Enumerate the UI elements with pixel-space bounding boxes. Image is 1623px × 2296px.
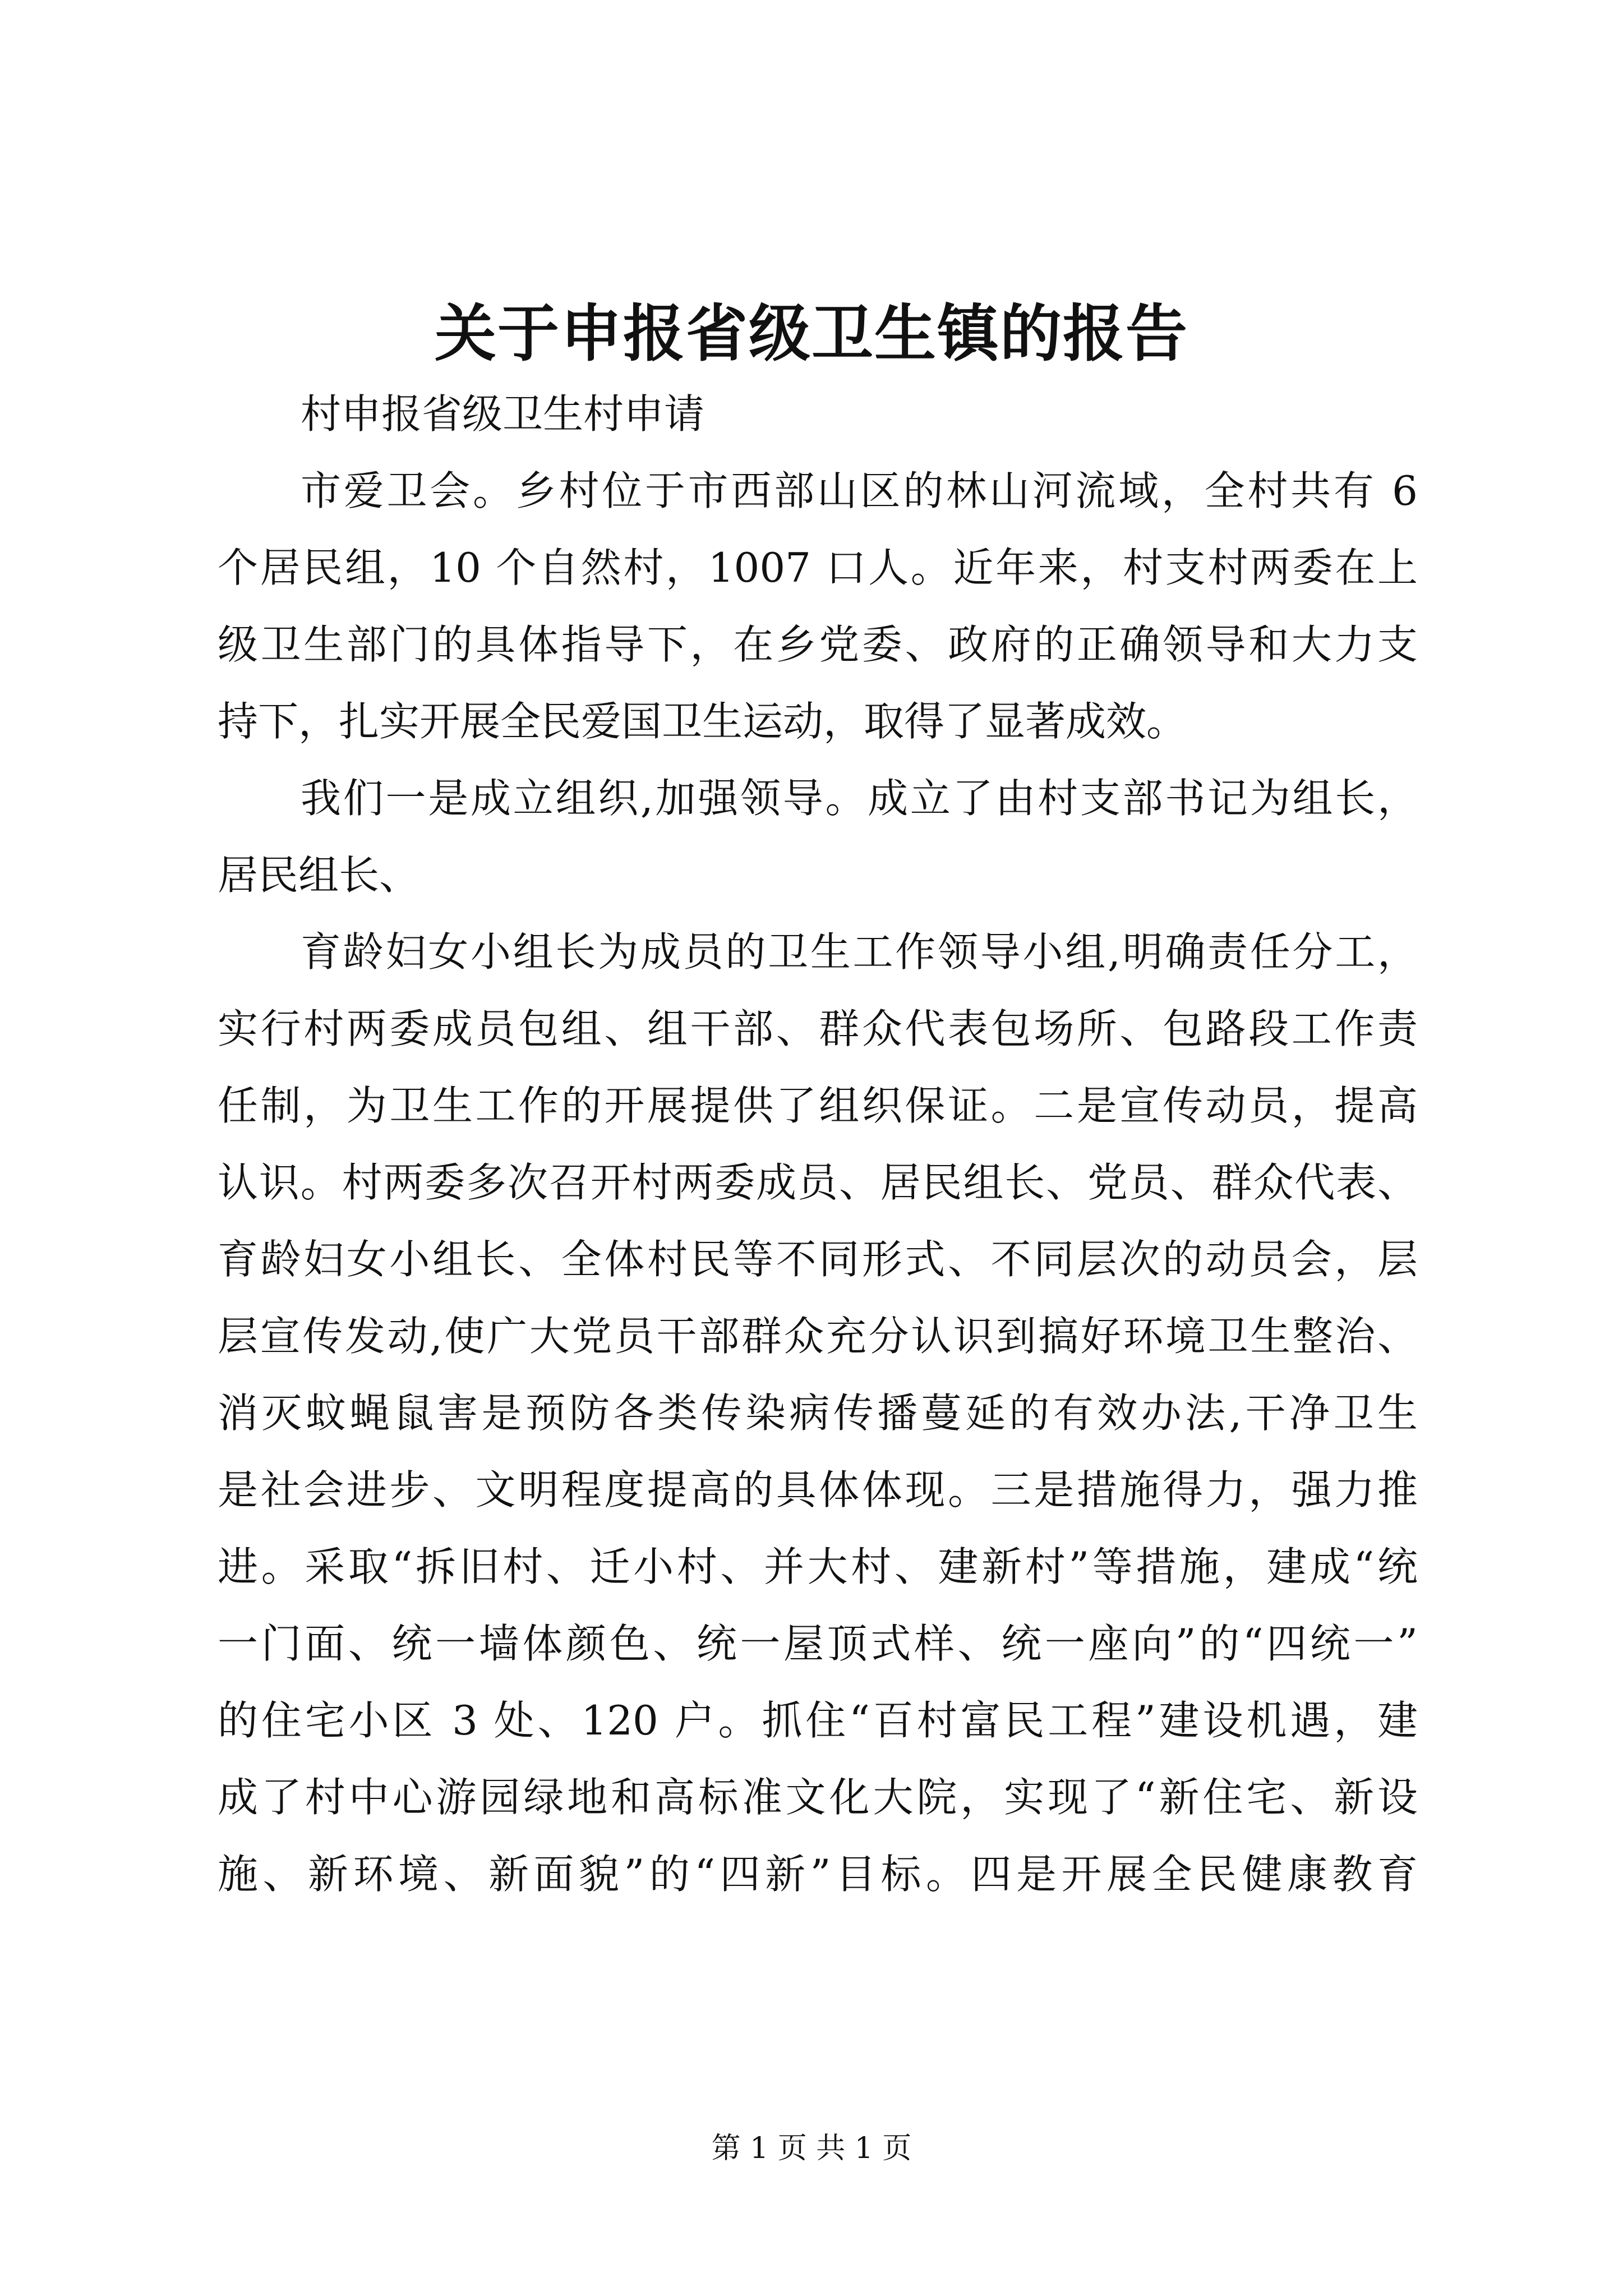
text-line: 级卫生部门的具体指导下，在乡党委、政府的正确领导和大力支 xyxy=(218,621,1418,668)
text-line: 成了村中心游园绿地和高标准文化大院，实现了“新住宅、新设 xyxy=(218,1774,1418,1821)
text-line: 一门面、统一墙体颜色、统一屋顶式样、统一座向”的“四统一” xyxy=(218,1620,1418,1667)
text-line: 是社会进步、文明程度提高的具体体现。三是措施得力，强力推 xyxy=(218,1466,1418,1513)
paragraph xyxy=(218,453,1418,760)
text-line: 层宣传发动,使广大党员干部群众充分认识到搞好环境卫生整治、 xyxy=(218,1313,1418,1360)
text-line: 实行村两委成员包组、组干部、群众代表包场所、包路段工作责 xyxy=(218,1005,1418,1052)
paragraph xyxy=(218,760,1418,914)
text-line: 认识。村两委多次召开村两委成员、居民组长、党员、群众代表、 xyxy=(218,1159,1418,1206)
text-line: 居民组长、 xyxy=(218,852,420,899)
text-line: 育龄妇女小组长、全体村民等不同形式、不同层次的动员会，层 xyxy=(218,1236,1418,1283)
document-title: 关于申报省级卫生镇的报告 xyxy=(435,297,1188,370)
text-line: 持下，扎实开展全民爱国卫生运动，取得了显著成效。 xyxy=(218,698,1187,745)
text-line: 施、新环境、新面貌”的“四新”目标。四是开展全民健康教育 xyxy=(218,1851,1418,1898)
page-footer: 第 1 页 共 1 页 xyxy=(711,2132,912,2165)
text-line: 市爱卫会。乡村位于市西部山区的林山河流域，全村共有 6 xyxy=(301,467,1418,514)
text-line: 个居民组，10 个自然村，1007 口人。近年来，村支村两委在上 xyxy=(218,544,1418,591)
text-line: 进。采取“拆旧村、迁小村、并大村、建新村”等措施，建成“统 xyxy=(218,1543,1418,1590)
text-line: 村申报省级卫生村申请 xyxy=(301,390,705,438)
text-line: 任制，为卫生工作的开展提供了组织保证。二是宣传动员，提高 xyxy=(218,1082,1418,1129)
text-line: 消灭蚊蝇鼠害是预防各类传染病传播蔓延的有效办法,干净卫生 xyxy=(218,1389,1418,1437)
document-body xyxy=(218,376,1418,1913)
paragraph xyxy=(218,376,1418,453)
text-line: 育龄妇女小组长为成员的卫生工作领导小组,明确责任分工， xyxy=(301,928,1418,976)
text-line: 的住宅小区 3 处、120 户。抓住“百村富民工程”建设机遇，建 xyxy=(218,1697,1418,1744)
paragraph xyxy=(218,914,1418,1913)
text-line: 我们一是成立组织,加强领导。成立了由村支部书记为组长， xyxy=(301,775,1418,822)
